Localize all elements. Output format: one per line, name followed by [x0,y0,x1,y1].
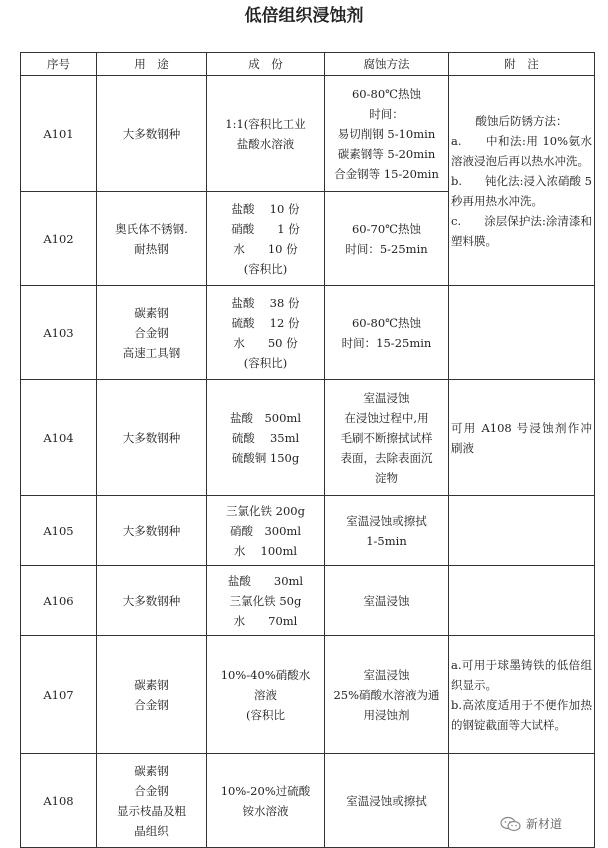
row-composition: 1:1(容积比工业 盐酸水溶液 [207,76,325,192]
header-composition: 成 份 [207,53,325,76]
table-row [21,76,595,192]
row-id: A105 [21,496,97,566]
table-row [21,380,595,496]
row-id: A108 [21,754,97,848]
table-row [21,286,595,380]
row-use: 大多数钢种 [97,566,207,636]
row-id: A106 [21,566,97,636]
row-id: A101 [21,76,97,192]
row-composition: 10%-20%过硫酸 铵水溶液 [207,754,325,848]
etchant-table [20,52,595,848]
header-id: 序号 [21,53,97,76]
row-method: 室温浸蚀或擦拭 1-5min [325,496,449,566]
row-use: 碳素钢 合金钢 [97,636,207,754]
row-method: 室温浸蚀 在浸蚀过程中,用 毛刷不断擦拭试样 表面，去除表面沉 淀物 [325,380,449,496]
row-method: 60-70℃热蚀 时间：5-25min [325,192,449,286]
row-note [449,496,595,566]
row-use: 大多数钢种 [97,76,207,192]
row-method: 室温浸蚀 25%硝酸水溶液为通 用浸蚀剂 [325,636,449,754]
row-composition: 10%-40%硝酸水 溶液 (容积比 [207,636,325,754]
header-use: 用 途 [97,53,207,76]
header-method: 腐蚀方法 [325,53,449,76]
watermark-text: 新材道 [526,817,563,831]
row-composition: 三氯化铁 200g 硝酸 300ml 水 100ml [207,496,325,566]
row-composition: 盐酸 10 份 硝酸 1 份 水 10 份 (容积比) [207,192,325,286]
row-id: A102 [21,192,97,286]
row-id: A107 [21,636,97,754]
row-id: A103 [21,286,97,380]
table-row [21,496,595,566]
row-use: 碳素钢 合金钢 显示枝晶及粗 晶组织 [97,754,207,848]
row-use: 碳素钢 合金钢 高速工具钢 [97,286,207,380]
row-note: a.可用于球墨铸铁的低倍组织显示。 b.高浓度适用于不便作加热的钢锭截面等大试样。 [449,636,595,754]
wechat-icon [500,816,522,832]
row-method: 60-80℃热蚀 时间： 易切削钢 5-10min 碳素钢等 5-20min 合金钢等 15-20min [325,76,449,192]
row-composition: 盐酸 38 份 硫酸 12 份 水 50 份 (容积比) [207,286,325,380]
row-note [449,566,595,636]
row-composition: 盐酸 30ml 三氯化铁 50g 水 70ml [207,566,325,636]
row-composition: 盐酸 500ml 硫酸 35ml 硫酸铜 150g [207,380,325,496]
table-row [21,566,595,636]
document-title: 低倍组织浸蚀剂 [244,6,364,26]
row-id: A104 [21,380,97,496]
shared-note: 酸蚀后防锈方法： a. 中和法:用 10%氨水溶液浸泡后再以热水冲洗。 b. 钝化法:浸入浓硝酸 5 秒再用热水冲洗。 c. 涂层保护法:涂清漆和塑料膜。 [449,76,595,286]
row-method: 60-80℃热蚀 时间：15-25min [325,286,449,380]
row-use: 大多数钢种 [97,496,207,566]
table-row [21,636,595,754]
row-use: 大多数钢种 [97,380,207,496]
watermark [500,814,592,834]
header-row [21,53,595,76]
row-note: 可用 A108 号浸蚀剂作冲刷液 [449,380,595,496]
header-note: 附 注 [449,53,595,76]
row-note [449,286,595,380]
row-method: 室温浸蚀 [325,566,449,636]
row-use: 奥氏体不锈钢. 耐热钢 [97,192,207,286]
row-method: 室温浸蚀或擦拭 [325,754,449,848]
